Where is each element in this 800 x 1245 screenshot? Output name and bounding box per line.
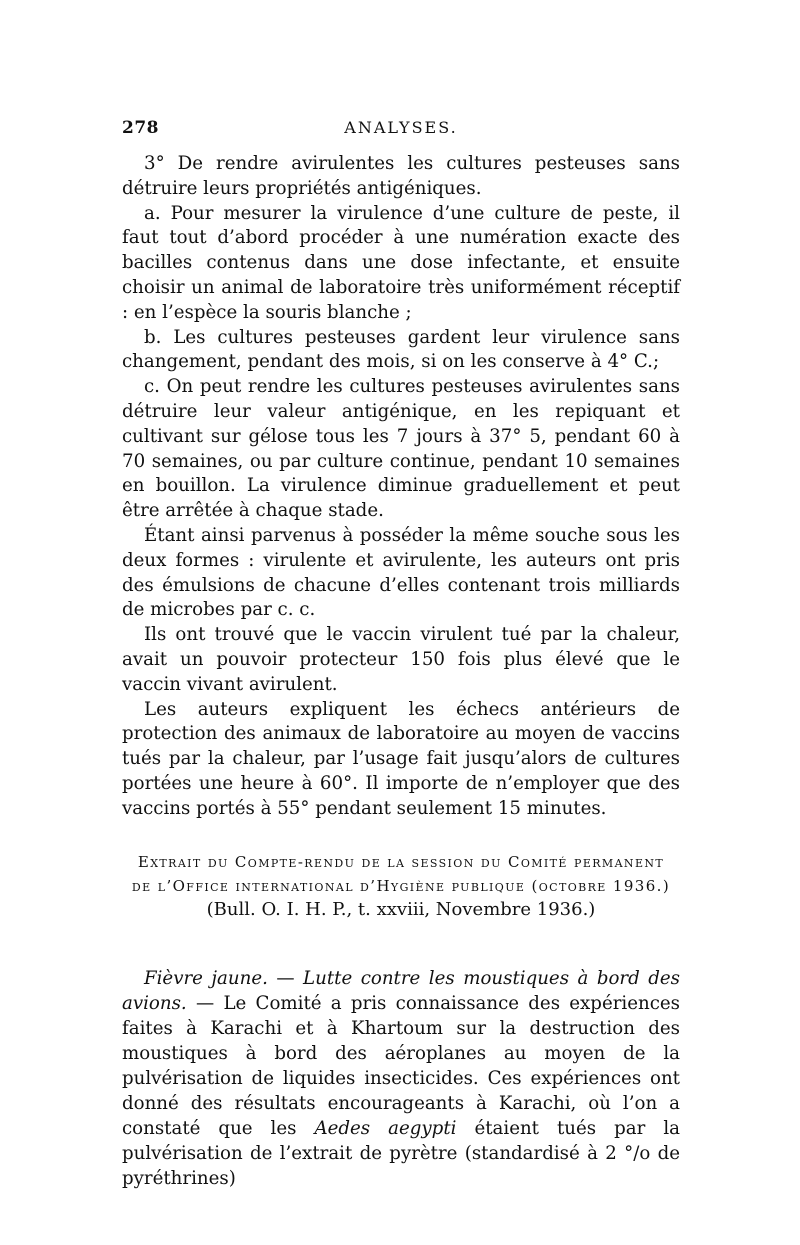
bulletin-reference: (Bull. O. I. H. P., t. xxviii, Novembre 1936.) xyxy=(206,899,596,920)
running-title: ANALYSES. xyxy=(344,118,458,137)
page-number: 278 xyxy=(122,118,159,138)
subtitle-dash: — xyxy=(186,993,224,1014)
section-text-end: étaient tués par la pulvérisation de l’extrait de pyrètre (standardisé à 2 °/o de pyréthrines) xyxy=(122,1118,680,1189)
main-text xyxy=(122,152,680,822)
yellow-fever-paragraph xyxy=(122,966,680,1191)
paragraph-vaccin: Ils ont trouvé que le vaccin virulent tué par la chaleur, avait un pouvoir protecteur 150 fois plus élevé que le vaccin vivant avirulent. xyxy=(122,624,680,695)
paragraph-echecs: Les auteurs expliquent les échecs antérieurs de protection des animaux de laboratoire au moyen de vaccins tués par la chaleur, par l’usage fait jusqu’alors de cultures portées une heure à 60°. Il importe de n’employer que des vaccins portés à 55° pendant seulement 15 minutes. xyxy=(122,698,680,819)
paragraph-c: c. On peut rendre les cultures pesteuses avirulentes sans détruire leur valeur antigénique, en les repiquant et cultivant sur gélose tous les 7 jours à 37° 5, pendant 60 à 70 semaines, ou par culture continue, pendant 10 semaines en bouillon. La virulence diminue graduellement et peut être arrêtée à chaque stade. xyxy=(122,376,680,522)
section-text-start: Le Comité a pris connaissance des expériences faites à Karachi et à Khartoum sur la destruction des moustiques à bord des aéroplanes au moyen de la pulvérisation de liquides insecticides. Ces expériences ont donné des résultats encourageants à Karachi, où l’on a constaté que les xyxy=(122,993,680,1139)
extract-heading xyxy=(122,850,680,922)
species-name: Aedes aegypti xyxy=(314,1118,457,1139)
paragraph-point-3: 3° De rendre avirulentes les cultures pesteuses sans détruire leurs propriétés antigéniques. xyxy=(122,153,680,199)
section-subtitle-moustiques: Lutte contre les moustiques à bord des avions. xyxy=(122,968,680,1014)
paragraph-souches: Étant ainsi parvenus à posséder la même souche sous les deux formes : virulente et avirulente, les auteurs ont pris des émulsions de chacune d’elles contenant trois milliards de microbes par c. c. xyxy=(122,524,680,621)
paragraph-b: b. Les cultures pesteuses gardent leur virulence sans changement, pendant des mois, si on les conserve à 4° C.; xyxy=(122,326,680,373)
section-title-fievre-jaune: Fièvre jaune. xyxy=(144,968,268,989)
title-dash: — xyxy=(267,968,304,989)
running-head xyxy=(122,118,680,142)
paragraph-a: a. Pour mesurer la virulence d’une culture de peste, il faut tout d’abord procéder à une numération exacte des bacilles contenus dans une dose infectante, et ensuite choisir un animal de laboratoire très uniformément réceptif : en l’espèce la souris blanche ; xyxy=(122,202,680,323)
extract-heading-line-1: Extrait du Compte-rendu de la session du Comité permanent xyxy=(137,853,665,871)
extract-heading-line-2: de l’Office international d’Hygiène publique (octobre 1936.) xyxy=(131,877,671,895)
yellow-fever-section xyxy=(122,966,680,1191)
